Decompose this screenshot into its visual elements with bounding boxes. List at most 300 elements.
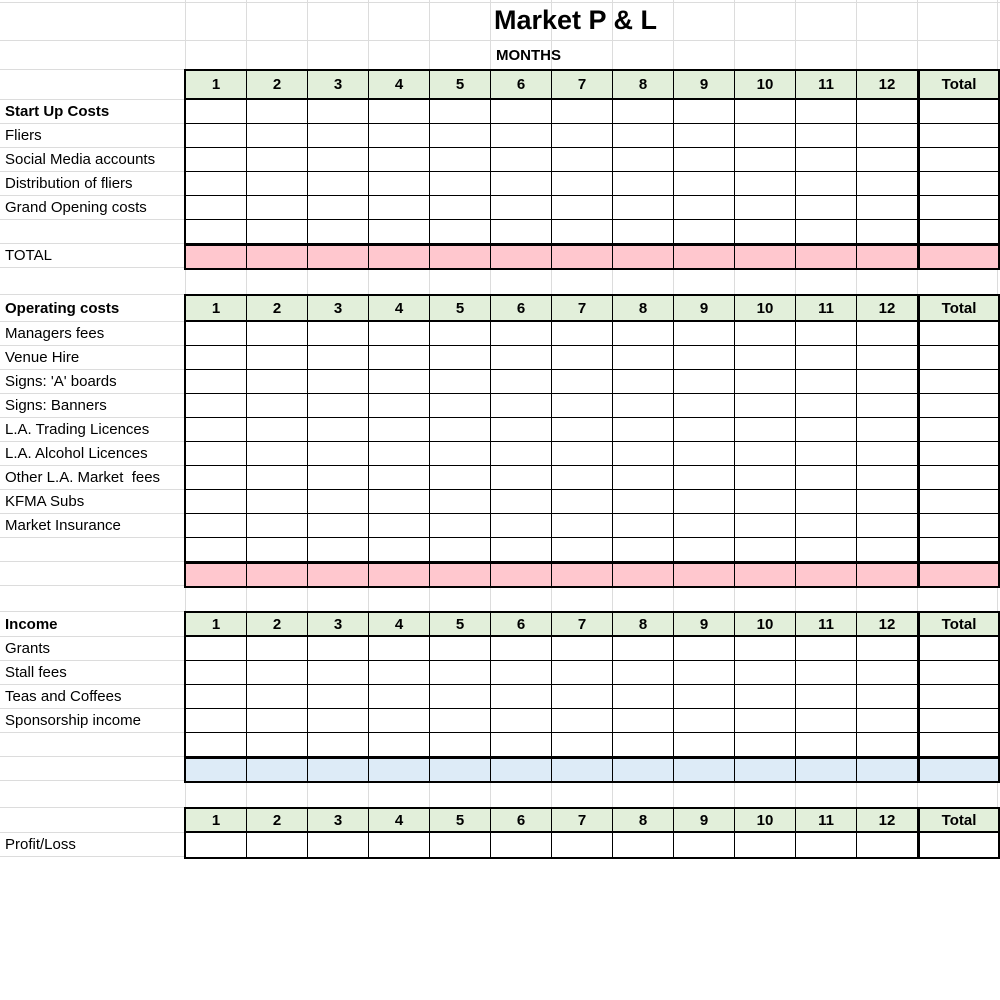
grid-cell[interactable]	[369, 564, 430, 586]
row-label-social-media-accounts[interactable]: Social Media accounts	[0, 148, 184, 172]
grid-cell[interactable]	[918, 833, 998, 857]
grid-cell[interactable]	[796, 514, 857, 537]
grid-cell[interactable]	[613, 637, 674, 660]
grid-cell[interactable]	[430, 246, 491, 268]
grid-cell[interactable]	[674, 196, 735, 219]
grid-cell[interactable]	[918, 466, 998, 489]
grid-cell[interactable]	[186, 733, 247, 756]
grid-cell[interactable]	[796, 637, 857, 660]
grid-cell[interactable]	[918, 246, 998, 268]
grid-cell[interactable]	[247, 564, 308, 586]
grid-cell[interactable]	[369, 246, 430, 268]
grid-cell[interactable]	[796, 685, 857, 708]
grid-cell[interactable]	[918, 661, 998, 684]
grid-cell[interactable]	[857, 733, 918, 756]
column-header-cell[interactable]: 3	[308, 809, 369, 831]
grid-cell[interactable]	[308, 124, 369, 147]
grid-cell[interactable]	[308, 637, 369, 660]
grid-cell[interactable]	[552, 148, 613, 171]
grid-cell[interactable]	[796, 466, 857, 489]
grid-cell[interactable]	[674, 759, 735, 781]
column-header-cell[interactable]: 10	[735, 296, 796, 320]
row-label-l-a-trading-licences[interactable]: L.A. Trading Licences	[0, 418, 184, 442]
row-label-market-insurance[interactable]: Market Insurance	[0, 514, 184, 538]
grid-cell[interactable]	[186, 538, 247, 561]
row-label-l-a-alcohol-licences[interactable]: L.A. Alcohol Licences	[0, 442, 184, 466]
grid-cell[interactable]	[308, 346, 369, 369]
grid-cell[interactable]	[857, 148, 918, 171]
grid-cell[interactable]	[491, 124, 552, 147]
grid-cell[interactable]	[369, 442, 430, 465]
grid-cell[interactable]	[796, 661, 857, 684]
grid-cell[interactable]	[247, 685, 308, 708]
grid-cell[interactable]	[186, 685, 247, 708]
grid-cell[interactable]	[308, 370, 369, 393]
row-label-blank[interactable]	[0, 538, 184, 562]
grid-cell[interactable]	[857, 514, 918, 537]
column-header-cell[interactable]: 8	[613, 613, 674, 635]
grid-cell[interactable]	[735, 466, 796, 489]
grid-cell[interactable]	[918, 564, 998, 586]
grid-cell[interactable]	[247, 709, 308, 732]
column-header-cell[interactable]: 11	[796, 809, 857, 831]
grid-cell[interactable]	[918, 370, 998, 393]
grid-cell[interactable]	[674, 514, 735, 537]
grid-cell[interactable]	[552, 172, 613, 195]
grid-cell[interactable]	[857, 637, 918, 660]
grid-cell[interactable]	[613, 418, 674, 441]
grid-cell[interactable]	[308, 538, 369, 561]
grid-cell[interactable]	[674, 394, 735, 417]
grid-cell[interactable]	[857, 172, 918, 195]
grid-cell[interactable]	[491, 418, 552, 441]
grid-cell[interactable]	[491, 196, 552, 219]
grid-cell[interactable]	[796, 100, 857, 123]
grid-cell[interactable]	[857, 394, 918, 417]
section-heading-operating-costs[interactable]: Operating costs	[0, 296, 184, 322]
grid-cell[interactable]	[369, 833, 430, 857]
grid-cell[interactable]	[735, 370, 796, 393]
grid-cell[interactable]	[552, 466, 613, 489]
grid-cell[interactable]	[369, 418, 430, 441]
grid-cell[interactable]	[552, 196, 613, 219]
grid-cell[interactable]	[308, 759, 369, 781]
grid-cell[interactable]	[918, 637, 998, 660]
grid-cell[interactable]	[857, 220, 918, 243]
grid-cell[interactable]	[735, 833, 796, 857]
row-label-signs-a-boards[interactable]: Signs: 'A' boards	[0, 370, 184, 394]
grid-cell[interactable]	[613, 124, 674, 147]
column-header-cell[interactable]: 3	[308, 296, 369, 320]
grid-cell[interactable]	[552, 370, 613, 393]
grid-cell[interactable]	[430, 220, 491, 243]
column-header-cell[interactable]: 8	[613, 809, 674, 831]
grid-cell[interactable]	[918, 733, 998, 756]
grid-cell[interactable]	[613, 733, 674, 756]
grid-cell[interactable]	[735, 490, 796, 513]
grid-cell[interactable]	[918, 346, 998, 369]
grid-cell[interactable]	[430, 346, 491, 369]
grid-cell[interactable]	[247, 346, 308, 369]
column-header-cell[interactable]: 1	[186, 71, 247, 98]
grid-cell[interactable]	[491, 709, 552, 732]
grid-cell[interactable]	[186, 833, 247, 857]
grid-cell[interactable]	[735, 661, 796, 684]
grid-cell[interactable]	[247, 196, 308, 219]
grid-cell[interactable]	[674, 442, 735, 465]
grid-cell[interactable]	[369, 100, 430, 123]
column-header-cell[interactable]: 8	[613, 71, 674, 98]
column-header-cell[interactable]: 12	[857, 613, 918, 635]
grid-cell[interactable]	[186, 124, 247, 147]
grid-cell[interactable]	[918, 124, 998, 147]
grid-cell[interactable]	[247, 124, 308, 147]
column-header-cell[interactable]: 6	[491, 71, 552, 98]
grid-cell[interactable]	[552, 833, 613, 857]
grid-cell[interactable]	[308, 661, 369, 684]
column-header-cell[interactable]: 4	[369, 613, 430, 635]
grid-cell[interactable]	[918, 418, 998, 441]
grid-cell[interactable]	[735, 637, 796, 660]
grid-cell[interactable]	[674, 833, 735, 857]
grid-cell[interactable]	[613, 709, 674, 732]
grid-cell[interactable]	[247, 172, 308, 195]
grid-cell[interactable]	[857, 685, 918, 708]
grid-cell[interactable]	[552, 124, 613, 147]
column-header-cell[interactable]: Total	[918, 71, 998, 98]
grid-cell[interactable]	[552, 346, 613, 369]
grid-cell[interactable]	[735, 538, 796, 561]
grid-cell[interactable]	[308, 172, 369, 195]
grid-cell[interactable]	[491, 442, 552, 465]
grid-cell[interactable]	[857, 759, 918, 781]
column-header-cell[interactable]: 2	[247, 71, 308, 98]
grid-cell[interactable]	[430, 418, 491, 441]
column-header-cell[interactable]: 6	[491, 613, 552, 635]
grid-cell[interactable]	[186, 246, 247, 268]
grid-cell[interactable]	[430, 538, 491, 561]
grid-cell[interactable]	[430, 322, 491, 345]
grid-cell[interactable]	[491, 466, 552, 489]
grid-cell[interactable]	[186, 394, 247, 417]
grid-cell[interactable]	[430, 661, 491, 684]
column-header-cell[interactable]: 11	[796, 613, 857, 635]
column-header-cell[interactable]: 9	[674, 71, 735, 98]
column-header-cell[interactable]: 2	[247, 296, 308, 320]
grid-cell[interactable]	[674, 466, 735, 489]
column-header-cell[interactable]: 2	[247, 809, 308, 831]
column-header-cell[interactable]: 12	[857, 296, 918, 320]
grid-cell[interactable]	[674, 172, 735, 195]
grid-cell[interactable]	[674, 246, 735, 268]
grid-cell[interactable]	[308, 220, 369, 243]
grid-cell[interactable]	[430, 637, 491, 660]
grid-cell[interactable]	[796, 394, 857, 417]
grid-cell[interactable]	[674, 709, 735, 732]
grid-cell[interactable]	[186, 196, 247, 219]
column-header-cell[interactable]: Total	[918, 613, 998, 635]
row-label-blank[interactable]	[0, 733, 184, 757]
column-header-cell[interactable]: 7	[552, 809, 613, 831]
grid-cell[interactable]	[491, 514, 552, 537]
grid-cell[interactable]	[857, 833, 918, 857]
grid-cell[interactable]	[552, 514, 613, 537]
grid-cell[interactable]	[735, 220, 796, 243]
grid-cell[interactable]	[796, 220, 857, 243]
grid-cell[interactable]	[247, 514, 308, 537]
column-header-cell[interactable]: 11	[796, 71, 857, 98]
grid-cell[interactable]	[857, 322, 918, 345]
grid-cell[interactable]	[186, 564, 247, 586]
grid-cell[interactable]	[552, 246, 613, 268]
grid-cell[interactable]	[308, 246, 369, 268]
column-header-cell[interactable]: 5	[430, 809, 491, 831]
grid-cell[interactable]	[308, 490, 369, 513]
grid-cell[interactable]	[308, 100, 369, 123]
column-header-cell[interactable]: 6	[491, 296, 552, 320]
grid-cell[interactable]	[491, 538, 552, 561]
grid-cell[interactable]	[308, 564, 369, 586]
grid-cell[interactable]	[857, 466, 918, 489]
grid-cell[interactable]	[552, 709, 613, 732]
grid-cell[interactable]	[430, 442, 491, 465]
grid-cell[interactable]	[735, 346, 796, 369]
grid-cell[interactable]	[369, 124, 430, 147]
grid-cell[interactable]	[369, 538, 430, 561]
grid-cell[interactable]	[674, 564, 735, 586]
grid-cell[interactable]	[735, 196, 796, 219]
column-header-cell[interactable]: 4	[369, 296, 430, 320]
grid-cell[interactable]	[552, 322, 613, 345]
grid-cell[interactable]	[186, 172, 247, 195]
grid-cell[interactable]	[796, 172, 857, 195]
column-header-cell[interactable]: 5	[430, 296, 491, 320]
grid-cell[interactable]	[308, 418, 369, 441]
grid-cell[interactable]	[369, 490, 430, 513]
grid-cell[interactable]	[308, 196, 369, 219]
grid-cell[interactable]	[186, 148, 247, 171]
grid-cell[interactable]	[796, 322, 857, 345]
grid-cell[interactable]	[491, 370, 552, 393]
grid-cell[interactable]	[674, 538, 735, 561]
grid-cell[interactable]	[369, 322, 430, 345]
grid-cell[interactable]	[857, 661, 918, 684]
grid-cell[interactable]	[918, 490, 998, 513]
grid-cell[interactable]	[735, 172, 796, 195]
grid-cell[interactable]	[918, 538, 998, 561]
grid-cell[interactable]	[857, 538, 918, 561]
column-header-cell[interactable]: 9	[674, 613, 735, 635]
grid-cell[interactable]	[613, 442, 674, 465]
row-label-blank[interactable]	[0, 757, 184, 781]
grid-cell[interactable]	[857, 564, 918, 586]
grid-cell[interactable]	[430, 514, 491, 537]
grid-cell[interactable]	[796, 733, 857, 756]
grid-cell[interactable]	[857, 124, 918, 147]
grid-cell[interactable]	[491, 246, 552, 268]
grid-cell[interactable]	[247, 661, 308, 684]
column-header-cell[interactable]: 7	[552, 296, 613, 320]
column-header-cell[interactable]: 3	[308, 71, 369, 98]
column-header-cell[interactable]: 5	[430, 613, 491, 635]
grid-cell[interactable]	[735, 100, 796, 123]
grid-cell[interactable]	[613, 172, 674, 195]
row-label-blank[interactable]	[0, 71, 184, 100]
grid-cell[interactable]	[369, 709, 430, 732]
grid-cell[interactable]	[796, 490, 857, 513]
grid-cell[interactable]	[918, 196, 998, 219]
grid-cell[interactable]	[613, 466, 674, 489]
column-header-cell[interactable]: 2	[247, 613, 308, 635]
grid-cell[interactable]	[247, 246, 308, 268]
grid-cell[interactable]	[369, 637, 430, 660]
grid-cell[interactable]	[674, 220, 735, 243]
grid-cell[interactable]	[613, 564, 674, 586]
grid-cell[interactable]	[369, 172, 430, 195]
grid-cell[interactable]	[796, 246, 857, 268]
grid-cell[interactable]	[186, 709, 247, 732]
grid-cell[interactable]	[491, 172, 552, 195]
grid-cell[interactable]	[491, 220, 552, 243]
grid-cell[interactable]	[430, 733, 491, 756]
grid-cell[interactable]	[186, 100, 247, 123]
grid-cell[interactable]	[857, 100, 918, 123]
grid-cell[interactable]	[613, 394, 674, 417]
grid-cell[interactable]	[552, 100, 613, 123]
grid-cell[interactable]	[186, 661, 247, 684]
grid-cell[interactable]	[613, 514, 674, 537]
grid-cell[interactable]	[308, 733, 369, 756]
grid-cell[interactable]	[674, 322, 735, 345]
grid-cell[interactable]	[796, 833, 857, 857]
grid-cell[interactable]	[613, 346, 674, 369]
grid-cell[interactable]	[857, 370, 918, 393]
column-header-cell[interactable]: 7	[552, 613, 613, 635]
grid-cell[interactable]	[186, 322, 247, 345]
grid-cell[interactable]	[247, 759, 308, 781]
grid-cell[interactable]	[735, 394, 796, 417]
grid-cell[interactable]	[613, 246, 674, 268]
grid-cell[interactable]	[491, 759, 552, 781]
grid-cell[interactable]	[918, 685, 998, 708]
grid-cell[interactable]	[247, 100, 308, 123]
row-label-other-l-a-market-fees[interactable]: Other L.A. Market fees	[0, 466, 184, 490]
grid-cell[interactable]	[308, 514, 369, 537]
grid-cell[interactable]	[674, 490, 735, 513]
grid-cell[interactable]	[674, 418, 735, 441]
grid-cell[interactable]	[613, 661, 674, 684]
section-heading-start-up-costs[interactable]: Start Up Costs	[0, 100, 184, 124]
grid-cell[interactable]	[308, 709, 369, 732]
grid-cell[interactable]	[430, 833, 491, 857]
column-header-cell[interactable]: Total	[918, 809, 998, 831]
column-header-cell[interactable]: 12	[857, 809, 918, 831]
grid-cell[interactable]	[796, 370, 857, 393]
grid-cell[interactable]	[308, 322, 369, 345]
row-label-sponsorship-income[interactable]: Sponsorship income	[0, 709, 184, 733]
grid-cell[interactable]	[796, 346, 857, 369]
row-label-kfma-subs[interactable]: KFMA Subs	[0, 490, 184, 514]
column-header-cell[interactable]: Total	[918, 296, 998, 320]
grid-cell[interactable]	[918, 514, 998, 537]
grid-cell[interactable]	[247, 833, 308, 857]
grid-cell[interactable]	[247, 442, 308, 465]
column-header-cell[interactable]: 1	[186, 613, 247, 635]
grid-cell[interactable]	[491, 685, 552, 708]
grid-cell[interactable]	[796, 709, 857, 732]
row-label-fliers[interactable]: Fliers	[0, 124, 184, 148]
grid-cell[interactable]	[613, 490, 674, 513]
grid-cell[interactable]	[735, 418, 796, 441]
grid-cell[interactable]	[613, 370, 674, 393]
grid-cell[interactable]	[430, 148, 491, 171]
grid-cell[interactable]	[430, 172, 491, 195]
grid-cell[interactable]	[308, 148, 369, 171]
grid-cell[interactable]	[552, 442, 613, 465]
grid-cell[interactable]	[186, 346, 247, 369]
grid-cell[interactable]	[918, 442, 998, 465]
row-label-distribution-of-fliers[interactable]: Distribution of fliers	[0, 172, 184, 196]
grid-cell[interactable]	[552, 538, 613, 561]
grid-cell[interactable]	[369, 661, 430, 684]
grid-cell[interactable]	[186, 514, 247, 537]
grid-cell[interactable]	[552, 637, 613, 660]
column-header-cell[interactable]: 10	[735, 71, 796, 98]
grid-cell[interactable]	[674, 148, 735, 171]
grid-cell[interactable]	[552, 733, 613, 756]
column-header-cell[interactable]: 11	[796, 296, 857, 320]
grid-cell[interactable]	[247, 418, 308, 441]
grid-cell[interactable]	[613, 759, 674, 781]
grid-cell[interactable]	[796, 538, 857, 561]
grid-cell[interactable]	[186, 637, 247, 660]
grid-cell[interactable]	[613, 685, 674, 708]
grid-cell[interactable]	[491, 490, 552, 513]
grid-cell[interactable]	[308, 685, 369, 708]
row-label-venue-hire[interactable]: Venue Hire	[0, 346, 184, 370]
grid-cell[interactable]	[369, 685, 430, 708]
grid-cell[interactable]	[613, 538, 674, 561]
column-header-cell[interactable]: 1	[186, 296, 247, 320]
grid-cell[interactable]	[369, 148, 430, 171]
grid-cell[interactable]	[796, 759, 857, 781]
grid-cell[interactable]	[613, 100, 674, 123]
grid-cell[interactable]	[674, 346, 735, 369]
column-header-cell[interactable]: 4	[369, 71, 430, 98]
grid-cell[interactable]	[369, 466, 430, 489]
grid-cell[interactable]	[857, 442, 918, 465]
grid-cell[interactable]	[430, 490, 491, 513]
grid-cell[interactable]	[918, 709, 998, 732]
column-header-cell[interactable]: 5	[430, 71, 491, 98]
column-header-cell[interactable]: 12	[857, 71, 918, 98]
column-header-cell[interactable]: 7	[552, 71, 613, 98]
grid-cell[interactable]	[491, 661, 552, 684]
grid-cell[interactable]	[735, 514, 796, 537]
grid-cell[interactable]	[308, 833, 369, 857]
grid-cell[interactable]	[369, 394, 430, 417]
column-header-cell[interactable]: 9	[674, 809, 735, 831]
grid-cell[interactable]	[796, 196, 857, 219]
grid-cell[interactable]	[491, 833, 552, 857]
grid-cell[interactable]	[918, 220, 998, 243]
grid-cell[interactable]	[430, 196, 491, 219]
grid-cell[interactable]	[796, 442, 857, 465]
grid-cell[interactable]	[857, 196, 918, 219]
grid-cell[interactable]	[186, 370, 247, 393]
grid-cell[interactable]	[796, 564, 857, 586]
grid-cell[interactable]	[308, 394, 369, 417]
